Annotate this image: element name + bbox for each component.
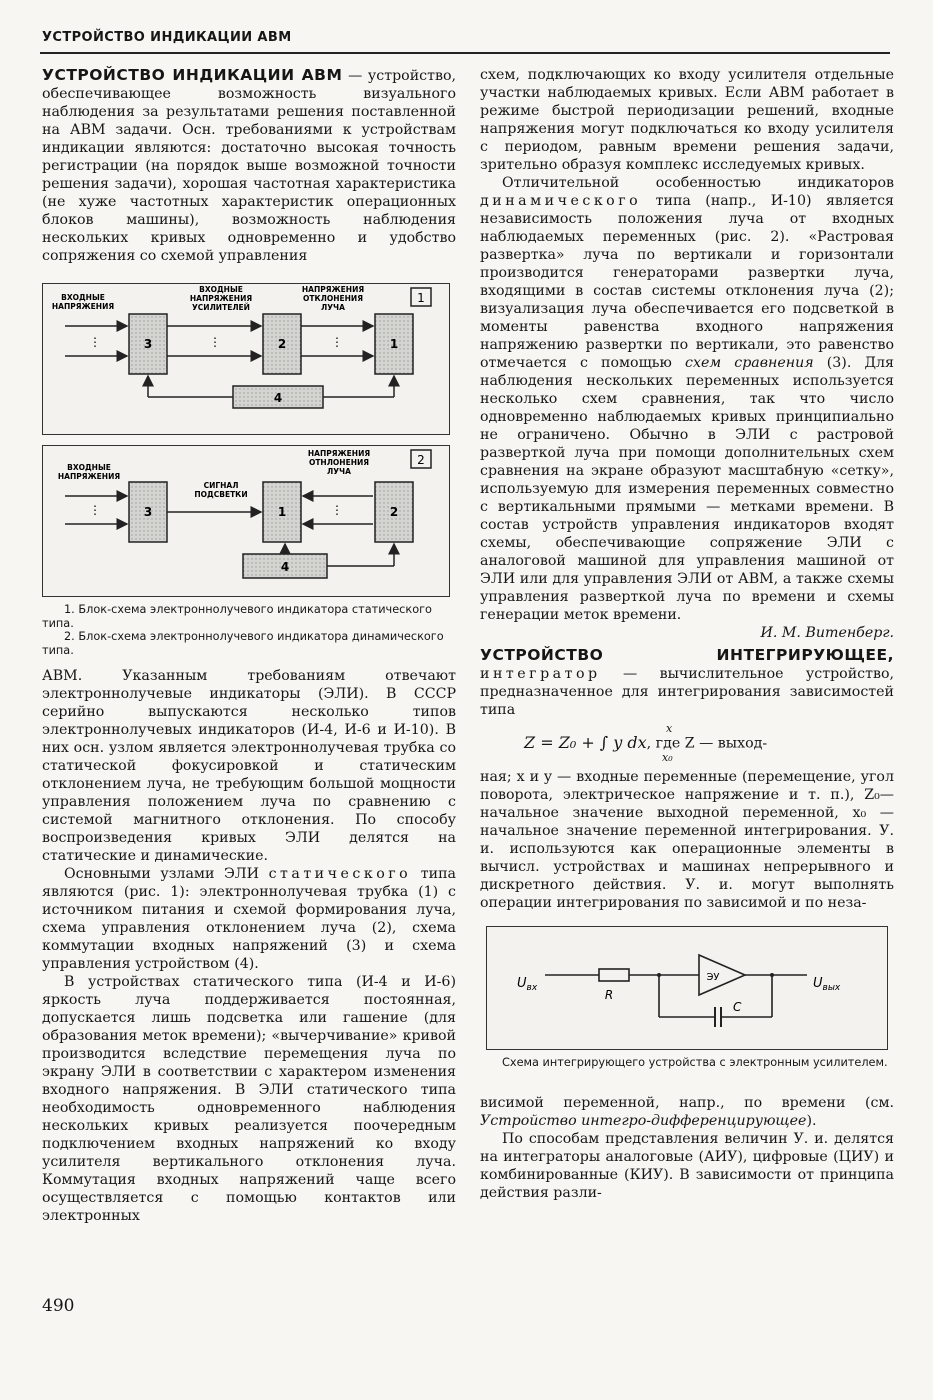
circuit-caption: Схема интегрирующего устройства с электронным усилителем. — [502, 1056, 888, 1069]
formula-tail: , где Z — выход- — [646, 735, 768, 752]
page-number: 490 — [42, 1296, 75, 1316]
svg-text:⋮: ⋮ — [209, 335, 221, 349]
article2-p2: По способам представления величин У. и. делятся на интеграторы аналоговые (АИУ), цифровые (ЦИУ) и комбинированные (КИУ). В зависимости от принципа действия разли- — [480, 1130, 894, 1201]
figure-2-caption: 2. Блок-схема электроннолучевого индикатора динамического типа. — [42, 630, 444, 657]
fig1-label-inputs: ВХОДНЫЕ НАПРЯЖЕНИЯ — [51, 293, 115, 311]
svg-text:⋮: ⋮ — [89, 503, 101, 517]
fig2-label-defl: НАПРЯЖЕНИЯ ОТНЛОНЕНИЯ ЛУЧА — [307, 449, 371, 476]
formula-lower-limit: x₀ — [662, 751, 673, 764]
fig1-block-3-label: 3 — [143, 337, 153, 351]
fig1-label-defl: НАПРЯЖЕНИЯ ОТКЛОНЕНИЯ ЛУЧА — [301, 285, 365, 312]
article1-p3: В устройствах статического типа (И-4 и И-6) яркость луча поддерживается постоянная, допускается лишь подсветка или гашение (для образования меток времени); «вычерчивание» кривой производится вследствие перемещения луча по экрану ЭЛИ в соответствии с характером изменения входного напряжения. В ЭЛИ статического типа необходимость одновременного наблюдения нескольких кривых реализуется поочередным подключением входных напряжений ко входу усилителя вертикального отклонения луча. Коммутация входных напряжений чаще всего осуществляется с помощью контактов или электронных — [42, 974, 456, 1224]
label-u-in: $U_{вх}$ — [517, 976, 538, 993]
fig2-label-signal: СИГНАЛ ПОДСВЕТКИ — [194, 481, 248, 499]
resistor-symbol — [599, 969, 629, 981]
integral-formula — [480, 719, 894, 768]
svg-text:⋮: ⋮ — [89, 335, 101, 349]
header-rule — [40, 52, 890, 54]
fig1-block-4-label: 4 — [273, 391, 283, 405]
figure-2 — [42, 445, 450, 597]
fig2-block-1-label: 1 — [277, 505, 287, 519]
fig2-block-2-label: 2 — [389, 505, 399, 519]
integrator-circuit-diagram — [487, 927, 887, 1049]
figure-1 — [42, 283, 450, 435]
svg-text:⋮: ⋮ — [331, 503, 343, 517]
article1-p4: Отличительной особенностью индикаторов динамического типа (напр., И-10) является независимость положения луча от входных наблюдаемых переменных (рис. 2). «Растровая развертка» луча по вертикали и горизонтали производится генераторами развертки луча, входящими в состав системы отклонения луча (2); визуализация луча обеспечивается его подсветкой в моменты равенства входного напряжения напряжению развертки по вертикали, это равенство отмечается с помощью схем сравнения (3). Для наблюдения нескольких переменных используется несколько схем сравнения, так что число одновременно наблюдаемых кривых принципиально не ограничено. Обычно в ЭЛИ с растровой разверткой луча при помощи дополнительных схем сравнения на экране образуют масштабную «сетку», используемую для измерения переменных совместно с вертикальными прямыми — метками времени. В состав устройств управления индикаторов входят схемы, обеспечивающие сопряжение ЭЛИ с аналоговой машиной для управления машиной от ЭЛИ или для управления ЭЛИ от АВМ, а также схемы управления разверткой луча по времени и схемы генерации меток времени. — [480, 175, 894, 623]
left-column — [42, 66, 456, 1225]
label-u-out: $U_{вых}$ — [813, 976, 841, 993]
label-capacitor: C — [733, 1000, 742, 1014]
article1-intro: УСТРОЙСТВО ИНДИКАЦИИ АВМ — устройство, обеспечивающее возможность визуального наблюдения за результатами решения поставленной на АВМ задачи. Осн. требованиями к устройствам индикации являются: достаточно высокая точность регистрации (на порядок выше возможной точности решения задачи), хорошая частотная характеристика (не хуже частотных характеристик операционных блоков машины), возможность наблюдения нескольких кривых одновременно и удобство сопряжения со схемой управления — [42, 66, 456, 264]
right-column — [480, 66, 894, 1202]
fig1-block-2-label: 2 — [277, 337, 287, 351]
article2-p1-continued-2: висимой переменной, напр., по времени (см. Устройство интегро-дифференцирующее). — [480, 1094, 894, 1129]
article2-intro: УСТРОЙСТВО ИНТЕГРИРУЮЩЕЕ, интегратор — вычислительное устройство, предназначенное для интегрирования зависимостей типа — [480, 646, 894, 718]
label-resistor: R — [604, 988, 614, 1002]
label-amplifier: ЭУ — [706, 972, 720, 983]
article1-title: УСТРОЙСТВО ИНДИКАЦИИ АВМ — [42, 66, 343, 84]
integrator-circuit — [486, 926, 888, 1050]
article1-p2: Основными узлами ЭЛИ статического типа являются (рис. 1): электроннолучевая трубка (1) с источником питания и схемой формирования луча, схема управления отклонением луча (2), схема коммутации входных напряжений (3) и схема управления устройством (4). — [42, 866, 456, 972]
article1-p1-continued: АВМ. Указанным требованиям отвечают электроннолучевые индикаторы (ЭЛИ). В СССР серийно выпускаются несколько типов электроннолучевых индикаторов (И-4, И-6 и И-10). В них осн. узлом является электроннолучевая трубка со статической фокусировкой и статическим отклонением луча, не требующим большой мощности управления положением луча по сравнению с системой магнитного отклонения. По способу воспроизведения кривых ЭЛИ делятся на статические и динамические. — [42, 668, 456, 864]
fig1-block-1-label: 1 — [389, 337, 399, 351]
svg-text:⋮: ⋮ — [331, 335, 343, 349]
figure-1-diagram — [43, 284, 449, 434]
fig2-block-3-label: 3 — [143, 505, 153, 519]
figure-1-caption: 1. Блок-схема электроннолучевого индикатора статического типа. — [42, 603, 432, 630]
article1-author: И. М. Витенберг. — [760, 625, 894, 641]
figure-2-number: 2 — [417, 453, 425, 467]
article2-title: УСТРОЙСТВО ИНТЕГРИРУЮЩЕЕ, — [480, 646, 894, 664]
formula-expression: Z = Z₀ + ∫ y dx x x₀ — [502, 719, 647, 768]
article2-p1-continued: ная; x и y — входные переменные (перемещение, угол поворота, электрическое напряжение и т. п.), Z₀—начальное значение выходной переменной, x₀ — начальное значение переменной интегрирования. У. и. используются как операционные элементы в вычисл. устройствах и машинах непрерывного и дискретного действия. У. и. могут выполнять операции интегрирования по зависимой и по неза- — [480, 769, 894, 911]
article1-p3-continued: схем, подключающих ко входу усилителя отдельные участки наблюдаемых кривых. Если АВМ работает в режиме быстрой периодизации решений, входные напряжения могут подключаться ко входу усилителя с периодом, равным времени решения задачи, зрительно образуя комплекс исследуемых кривых. — [480, 67, 894, 173]
figure-1-number: 1 — [417, 291, 425, 305]
running-head: УСТРОЙСТВО ИНДИКАЦИИ АВМ — [42, 30, 292, 45]
fig1-label-amp: ВХОДНЫЕ НАПРЯЖЕНИЯ УСИЛИТЕЛЕЙ — [189, 285, 253, 312]
formula-upper-limit: x — [666, 722, 673, 735]
fig2-block-4-label: 4 — [280, 560, 290, 574]
figure-2-diagram — [43, 446, 449, 596]
fig2-label-inputs: ВХОДНЫЕ НАПРЯЖЕНИЯ — [57, 463, 121, 481]
